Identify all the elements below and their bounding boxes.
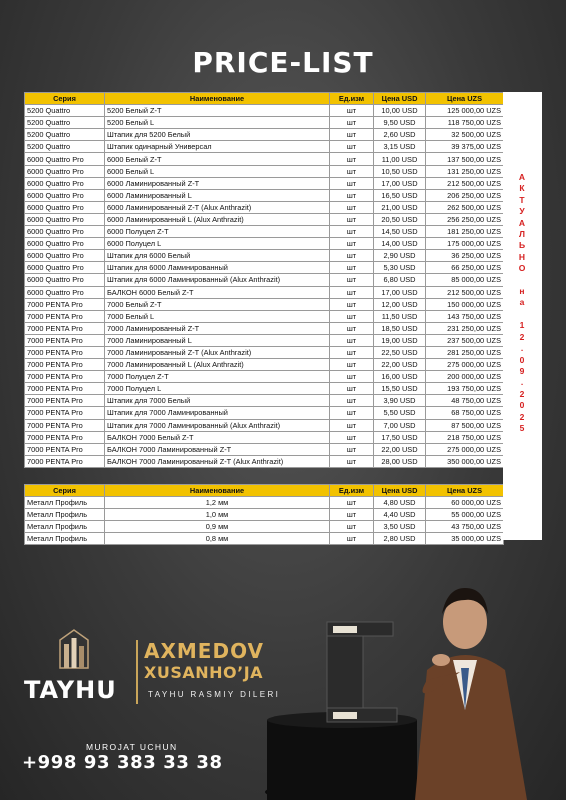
table-row xyxy=(25,497,504,509)
cell-unit: шт xyxy=(330,226,374,238)
table-row xyxy=(25,201,504,213)
cell-series: 6000 Quattro Pro xyxy=(25,238,105,250)
cell-name: 1,0 мм xyxy=(105,509,330,521)
cell-name: 6000 Ламинированный L xyxy=(105,189,330,201)
table-row xyxy=(25,117,504,129)
cell-usd: 16,50 USD xyxy=(374,189,426,201)
cell-uzs: 36 250,00 UZS xyxy=(426,250,504,262)
table-row xyxy=(25,262,504,274)
cell-name: 1,2 мм xyxy=(105,497,330,509)
cell-usd: 6,80 USD xyxy=(374,274,426,286)
cell-series: 6000 Quattro Pro xyxy=(25,213,105,225)
cell-usd: 9,50 USD xyxy=(374,117,426,129)
dealer-name-line1: AXMEDOV xyxy=(144,639,265,663)
table-header-row xyxy=(25,485,504,497)
cell-name: 6000 Ламинированный L (Alux Anthrazit) xyxy=(105,213,330,225)
cell-unit: шт xyxy=(330,129,374,141)
cell-name: 6000 Белый L xyxy=(105,165,330,177)
header-unit: Ед.изм xyxy=(330,485,374,497)
table-row xyxy=(25,153,504,165)
cell-uzs: 200 000,00 UZS xyxy=(426,371,504,383)
cell-series: 5200 Quattro xyxy=(25,129,105,141)
cell-uzs: 118 750,00 UZS xyxy=(426,117,504,129)
cell-usd: 3,90 USD xyxy=(374,395,426,407)
cell-unit: шт xyxy=(330,497,374,509)
cell-usd: 21,00 USD xyxy=(374,201,426,213)
cell-usd: 15,50 USD xyxy=(374,383,426,395)
cell-uzs: 85 000,00 UZS xyxy=(426,274,504,286)
cell-unit: шт xyxy=(330,153,374,165)
cell-unit: шт xyxy=(330,322,374,334)
cell-usd: 2,90 USD xyxy=(374,250,426,262)
table-row xyxy=(25,407,504,419)
table-row xyxy=(25,226,504,238)
table-row xyxy=(25,521,504,533)
brand-logo xyxy=(20,628,130,708)
cell-uzs: 143 750,00 UZS xyxy=(426,310,504,322)
cell-name: 7000 Полуцел L xyxy=(105,383,330,395)
page-title: PRICE-LIST xyxy=(192,46,374,79)
cell-series: 7000 PENTA Pro xyxy=(25,431,105,443)
cell-usd: 16,00 USD xyxy=(374,371,426,383)
table-row xyxy=(25,334,504,346)
header-usd: Цена USD xyxy=(374,93,426,105)
header-name: Наименование xyxy=(105,485,330,497)
table-row xyxy=(25,286,504,298)
cell-uzs: 131 250,00 UZS xyxy=(426,165,504,177)
table-row xyxy=(25,177,504,189)
table-row xyxy=(25,419,504,431)
cell-series: 7000 PENTA Pro xyxy=(25,310,105,322)
header-name: Наименование xyxy=(105,93,330,105)
table-row xyxy=(25,165,504,177)
cell-uzs: 281 250,00 UZS xyxy=(426,346,504,358)
cell-uzs: 206 250,00 UZS xyxy=(426,189,504,201)
cell-name: 7000 Полуцел Z-T xyxy=(105,371,330,383)
cell-usd: 11,00 USD xyxy=(374,153,426,165)
dealer-figure xyxy=(415,588,527,800)
cell-name: БАЛКОН 6000 Белый Z-T xyxy=(105,286,330,298)
building-logo-icon xyxy=(54,628,94,670)
table-row xyxy=(25,322,504,334)
cell-name: Штапик для 7000 Ламинированный (Alux Anthrazit) xyxy=(105,419,330,431)
cell-series: Металл Профиль xyxy=(25,533,105,545)
cell-uzs: 35 000,00 UZS xyxy=(426,533,504,545)
cell-usd: 12,00 USD xyxy=(374,298,426,310)
cell-uzs: 275 000,00 UZS xyxy=(426,443,504,455)
table-row xyxy=(25,141,504,153)
cell-series: 6000 Quattro Pro xyxy=(25,286,105,298)
cell-series: 7000 PENTA Pro xyxy=(25,455,105,467)
table-row xyxy=(25,431,504,443)
cell-usd: 11,50 USD xyxy=(374,310,426,322)
cell-unit: шт xyxy=(330,509,374,521)
window-profile-sample xyxy=(327,622,397,722)
cell-unit: шт xyxy=(330,443,374,455)
table-row xyxy=(25,395,504,407)
cell-uzs: 212 500,00 UZS xyxy=(426,177,504,189)
table-row xyxy=(25,533,504,545)
contact-phone[interactable]: +998 93 383 33 38 xyxy=(22,752,223,773)
cell-uzs: 60 000,00 UZS xyxy=(426,497,504,509)
cell-series: 7000 PENTA Pro xyxy=(25,334,105,346)
cell-unit: шт xyxy=(330,521,374,533)
cell-series: 7000 PENTA Pro xyxy=(25,371,105,383)
cell-name: Штапик для 6000 Ламинированный (Alux Anthrazit) xyxy=(105,274,330,286)
cell-name: Штапик для 7000 Ламинированный xyxy=(105,407,330,419)
cell-unit: шт xyxy=(330,238,374,250)
cell-usd: 17,00 USD xyxy=(374,286,426,298)
cell-uzs: 350 000,00 UZS xyxy=(426,455,504,467)
table-header-row xyxy=(25,93,504,105)
header-series: Серия xyxy=(25,485,105,497)
cell-series: 6000 Quattro Pro xyxy=(25,153,105,165)
table-row xyxy=(25,346,504,358)
cell-series: 5200 Quattro xyxy=(25,117,105,129)
cell-name: 6000 Полуцел L xyxy=(105,238,330,250)
cell-uzs: 231 250,00 UZS xyxy=(426,322,504,334)
cell-usd: 4,80 USD xyxy=(374,497,426,509)
cell-unit: шт xyxy=(330,189,374,201)
cell-series: 7000 PENTA Pro xyxy=(25,395,105,407)
cell-uzs: 39 375,00 UZS xyxy=(426,141,504,153)
cell-usd: 22,50 USD xyxy=(374,346,426,358)
table-row xyxy=(25,105,504,117)
cell-name: 5200 Белый Z-T xyxy=(105,105,330,117)
cell-series: 7000 PENTA Pro xyxy=(25,383,105,395)
cell-unit: шт xyxy=(330,165,374,177)
cell-series: 7000 PENTA Pro xyxy=(25,322,105,334)
cell-name: 7000 Ламинированный L (Alux Anthrazit) xyxy=(105,359,330,371)
cell-series: Металл Профиль xyxy=(25,497,105,509)
cell-usd: 10,50 USD xyxy=(374,165,426,177)
cell-usd: 5,30 USD xyxy=(374,262,426,274)
cell-unit: шт xyxy=(330,334,374,346)
cell-uzs: 275 000,00 UZS xyxy=(426,359,504,371)
cell-usd: 28,00 USD xyxy=(374,455,426,467)
cell-series: Металл Профиль xyxy=(25,509,105,521)
cell-series: 6000 Quattro Pro xyxy=(25,226,105,238)
cell-uzs: 66 250,00 UZS xyxy=(426,262,504,274)
cell-unit: шт xyxy=(330,262,374,274)
table-row xyxy=(25,443,504,455)
cell-name: 7000 Белый L xyxy=(105,310,330,322)
brand-divider xyxy=(136,640,138,704)
cell-name: 0,8 мм xyxy=(105,533,330,545)
table-row xyxy=(25,359,504,371)
cell-usd: 5,50 USD xyxy=(374,407,426,419)
price-table xyxy=(24,92,504,468)
dealer-name-line2: XUSANHO’JA xyxy=(144,663,264,682)
cell-series: 6000 Quattro Pro xyxy=(25,262,105,274)
cell-name: 7000 Ламинированный Z-T xyxy=(105,322,330,334)
cell-name: Штапик для 7000 Белый xyxy=(105,395,330,407)
cell-name: 0,9 мм xyxy=(105,521,330,533)
header-unit: Ед.изм xyxy=(330,93,374,105)
cell-usd: 20,50 USD xyxy=(374,213,426,225)
cell-name: БАЛКОН 7000 Белый Z-T xyxy=(105,431,330,443)
cell-unit: шт xyxy=(330,286,374,298)
cell-series: 5200 Quattro xyxy=(25,141,105,153)
cell-uzs: 150 000,00 UZS xyxy=(426,298,504,310)
cell-usd: 14,50 USD xyxy=(374,226,426,238)
cell-usd: 2,80 USD xyxy=(374,533,426,545)
table-row xyxy=(25,238,504,250)
cell-unit: шт xyxy=(330,455,374,467)
brand-logo-text: TAYHU xyxy=(24,676,117,704)
cell-uzs: 218 750,00 UZS xyxy=(426,431,504,443)
cell-usd: 10,00 USD xyxy=(374,105,426,117)
cell-series: 6000 Quattro Pro xyxy=(25,201,105,213)
table-row xyxy=(25,298,504,310)
cell-unit: шт xyxy=(330,250,374,262)
cell-unit: шт xyxy=(330,419,374,431)
cell-usd: 22,00 USD xyxy=(374,443,426,455)
cell-uzs: 212 500,00 UZS xyxy=(426,286,504,298)
cell-series: 7000 PENTA Pro xyxy=(25,346,105,358)
cell-uzs: 55 000,00 UZS xyxy=(426,509,504,521)
cell-unit: шт xyxy=(330,141,374,153)
table-row xyxy=(25,310,504,322)
cell-usd: 4,40 USD xyxy=(374,509,426,521)
cell-series: 6000 Quattro Pro xyxy=(25,177,105,189)
cell-series: 7000 PENTA Pro xyxy=(25,407,105,419)
dealer-tagline: TAYHU RASMIY DILERI xyxy=(148,690,281,699)
header-uzs: Цена UZS xyxy=(426,93,504,105)
cell-name: 7000 Ламинированный L xyxy=(105,334,330,346)
cell-uzs: 181 250,00 UZS xyxy=(426,226,504,238)
cell-uzs: 48 750,00 UZS xyxy=(426,395,504,407)
cell-series: 6000 Quattro Pro xyxy=(25,250,105,262)
header-uzs: Цена UZS xyxy=(426,485,504,497)
cell-name: 6000 Полуцел Z-T xyxy=(105,226,330,238)
cell-name: БАЛКОН 7000 Ламинированный Z-T (Alux Anthrazit) xyxy=(105,455,330,467)
header-series: Серия xyxy=(25,93,105,105)
cell-usd: 7,00 USD xyxy=(374,419,426,431)
cell-usd: 2,60 USD xyxy=(374,129,426,141)
cell-name: 6000 Белый Z-T xyxy=(105,153,330,165)
cell-unit: шт xyxy=(330,117,374,129)
cell-uzs: 237 500,00 UZS xyxy=(426,334,504,346)
cell-unit: шт xyxy=(330,298,374,310)
cell-series: 5200 Quattro xyxy=(25,105,105,117)
cell-name: 6000 Ламинированный Z-T xyxy=(105,177,330,189)
cell-series: 7000 PENTA Pro xyxy=(25,359,105,371)
table-row xyxy=(25,274,504,286)
table-row xyxy=(25,250,504,262)
cell-series: 6000 Quattro Pro xyxy=(25,165,105,177)
cell-usd: 22,00 USD xyxy=(374,359,426,371)
cell-name: 6000 Ламинированный Z-T (Alux Anthrazit) xyxy=(105,201,330,213)
cell-uzs: 43 750,00 UZS xyxy=(426,521,504,533)
cell-usd: 17,00 USD xyxy=(374,177,426,189)
cell-unit: шт xyxy=(330,359,374,371)
cell-series: 6000 Quattro Pro xyxy=(25,274,105,286)
cell-name: 7000 Ламинированный Z-T (Alux Anthrazit) xyxy=(105,346,330,358)
cell-uzs: 175 000,00 UZS xyxy=(426,238,504,250)
cell-usd: 14,00 USD xyxy=(374,238,426,250)
cell-name: БАЛКОН 7000 Ламинированный Z-T xyxy=(105,443,330,455)
cell-uzs: 262 500,00 UZS xyxy=(426,201,504,213)
cell-unit: шт xyxy=(330,431,374,443)
cell-unit: шт xyxy=(330,383,374,395)
cell-unit: шт xyxy=(330,213,374,225)
cell-uzs: 87 500,00 UZS xyxy=(426,419,504,431)
table-row xyxy=(25,129,504,141)
cell-name: 7000 Белый Z-T xyxy=(105,298,330,310)
cell-unit: шт xyxy=(330,105,374,117)
cell-usd: 3,15 USD xyxy=(374,141,426,153)
cell-name: Штапик одинарный Универсал xyxy=(105,141,330,153)
cell-uzs: 193 750,00 UZS xyxy=(426,383,504,395)
cell-usd: 18,50 USD xyxy=(374,322,426,334)
contact-label: MUROJAT UCHUN xyxy=(86,742,178,752)
cell-unit: шт xyxy=(330,274,374,286)
cell-usd: 19,00 USD xyxy=(374,334,426,346)
cell-name: Штапик для 6000 Ламинированный xyxy=(105,262,330,274)
header-usd: Цена USD xyxy=(374,485,426,497)
cell-uzs: 256 250,00 UZS xyxy=(426,213,504,225)
cell-unit: шт xyxy=(330,310,374,322)
side-note-actual-date: А К Т У А Л Ь Н О н а 1 2 . 0 9 . 2 0 2 5 xyxy=(518,172,526,433)
table-row xyxy=(25,213,504,225)
cell-name: Штапик для 6000 Белый xyxy=(105,250,330,262)
cell-usd: 17,50 USD xyxy=(374,431,426,443)
cell-unit: шт xyxy=(330,177,374,189)
cell-uzs: 32 500,00 UZS xyxy=(426,129,504,141)
cell-uzs: 137 500,00 UZS xyxy=(426,153,504,165)
cell-uzs: 125 000,00 UZS xyxy=(426,105,504,117)
table-row xyxy=(25,509,504,521)
table-row xyxy=(25,455,504,467)
cell-name: 5200 Белый L xyxy=(105,117,330,129)
cell-series: 7000 PENTA Pro xyxy=(25,419,105,431)
cell-unit: шт xyxy=(330,346,374,358)
cell-unit: шт xyxy=(330,533,374,545)
cell-series: 7000 PENTA Pro xyxy=(25,298,105,310)
cell-usd: 3,50 USD xyxy=(374,521,426,533)
cell-series: 6000 Quattro Pro xyxy=(25,189,105,201)
table-row xyxy=(25,189,504,201)
cell-uzs: 68 750,00 UZS xyxy=(426,407,504,419)
cell-series: Металл Профиль xyxy=(25,521,105,533)
cell-unit: шт xyxy=(330,371,374,383)
cell-series: 7000 PENTA Pro xyxy=(25,443,105,455)
cell-unit: шт xyxy=(330,407,374,419)
cell-name: Штапик для 5200 Белый xyxy=(105,129,330,141)
table-row xyxy=(25,371,504,383)
cell-unit: шт xyxy=(330,395,374,407)
dealer-photo-with-product xyxy=(265,560,565,800)
metal-price-table xyxy=(24,484,504,545)
cell-unit: шт xyxy=(330,201,374,213)
table-row xyxy=(25,383,504,395)
